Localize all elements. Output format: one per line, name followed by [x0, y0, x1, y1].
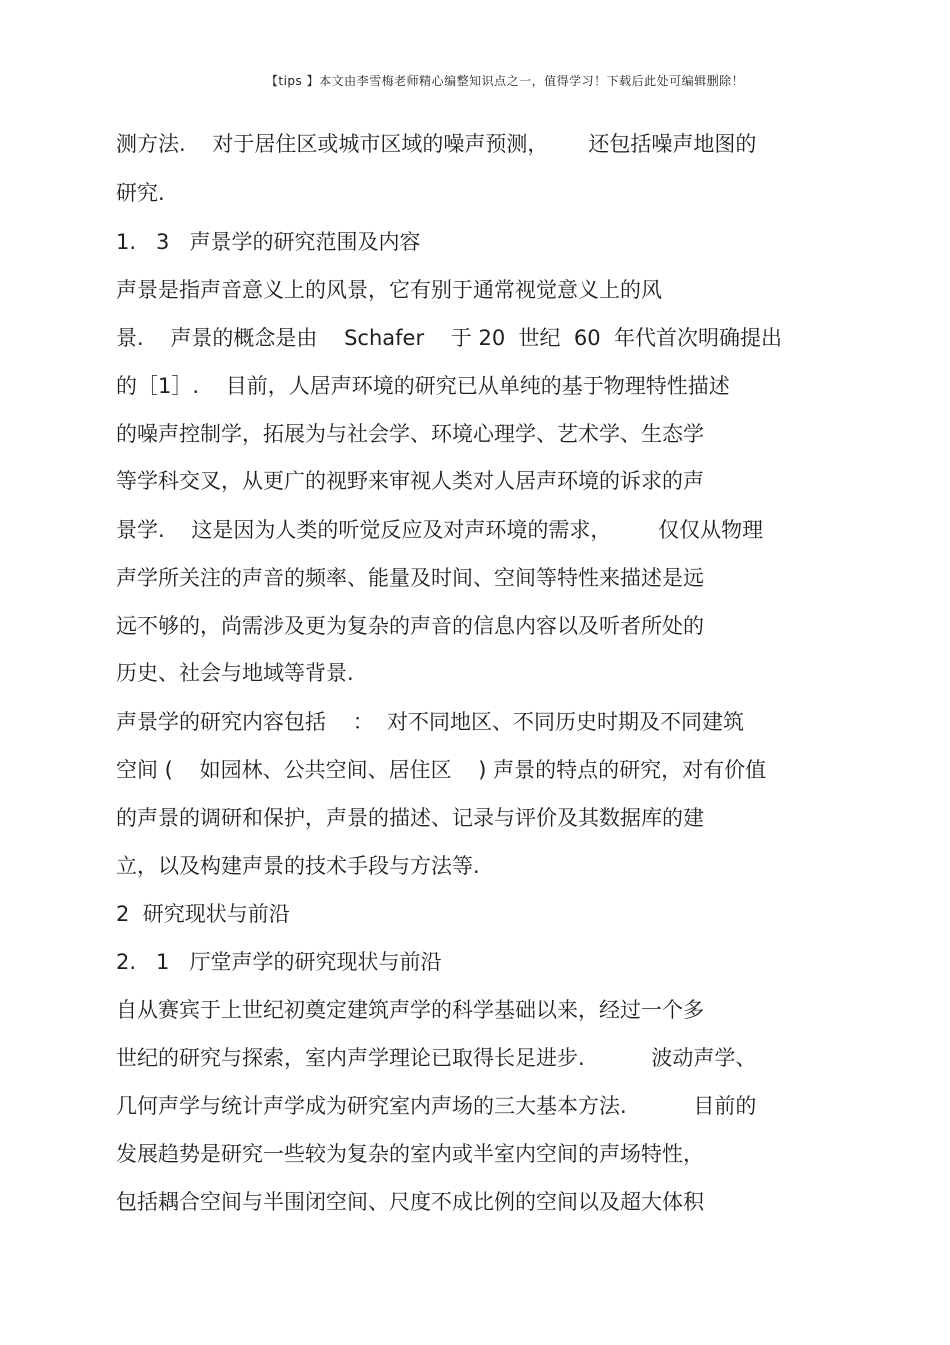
- section-heading: 1. 3 声景学的研究范围及内容: [116, 230, 421, 254]
- text-line: 几何声学与统计声学成为研究室内声场的三大基本方法. 目前的: [116, 1094, 757, 1118]
- text-line: 包括耦合空间与半围闭空间、尺度不成比例的空间以及超大体积: [116, 1190, 704, 1214]
- text-line: 远不够的，尚需涉及更为复杂的声音的信息内容以及听者所处的: [116, 614, 704, 638]
- text-line: 景学. 这是因为人类的听觉反应及对声环境的需求， 仅仅从物理: [116, 518, 764, 542]
- text-line: 研究.: [116, 181, 165, 205]
- text-line: 发展趋势是研究一些较为复杂的室内或半室内空间的声场特性，: [116, 1142, 704, 1166]
- page-header-notice: 【tips 】本文由李雪梅老师精心编整知识点之一，值得学习！下载后此处可编辑删除！: [265, 74, 745, 88]
- text-line: 声学所关注的声音的频率、能量及时间、空间等特性来描述是远: [116, 566, 704, 590]
- text-line: 的噪声控制学，拓展为与社会学、环境心理学、艺术学、生态学: [116, 422, 704, 446]
- section-heading: 2. 1 厅堂声学的研究现状与前沿: [116, 950, 442, 974]
- text-line: 声景是指声音意义上的风景，它有别于通常视觉意义上的风: [116, 278, 662, 302]
- text-line: 自从赛宾于上世纪初奠定建筑声学的科学基础以来，经过一个多: [116, 998, 704, 1022]
- text-line: 空间 ( 如园林、公共空间、居住区 ) 声景的特点的研究，对有价值: [116, 758, 767, 782]
- text-line: 的［1］. 目前，人居声环境的研究已从单纯的基于物理特性描述: [116, 374, 730, 398]
- text-line: 的声景的调研和保护，声景的描述、记录与评价及其数据库的建: [116, 806, 704, 830]
- text-line: 立，以及构建声景的技术手段与方法等.: [116, 854, 480, 878]
- text-line: 世纪的研究与探索，室内声学理论已取得长足进步. 波动声学、: [116, 1046, 757, 1070]
- text-line: 景. 声景的概念是由 Schafer 于 20 世纪 60 年代首次明确提出: [116, 326, 782, 350]
- text-line: 等学科交叉，从更广的视野来审视人类对人居声环境的诉求的声: [116, 469, 704, 493]
- text-line: 测方法. 对于居住区或城市区域的噪声预测， 还包括噪声地图的: [116, 132, 757, 156]
- text-line: 声景学的研究内容包括 ： 对不同地区、不同历史时期及不同建筑: [116, 710, 745, 734]
- text-line: 历史、社会与地域等背景.: [116, 661, 354, 685]
- section-heading: 2 研究现状与前沿: [116, 902, 290, 926]
